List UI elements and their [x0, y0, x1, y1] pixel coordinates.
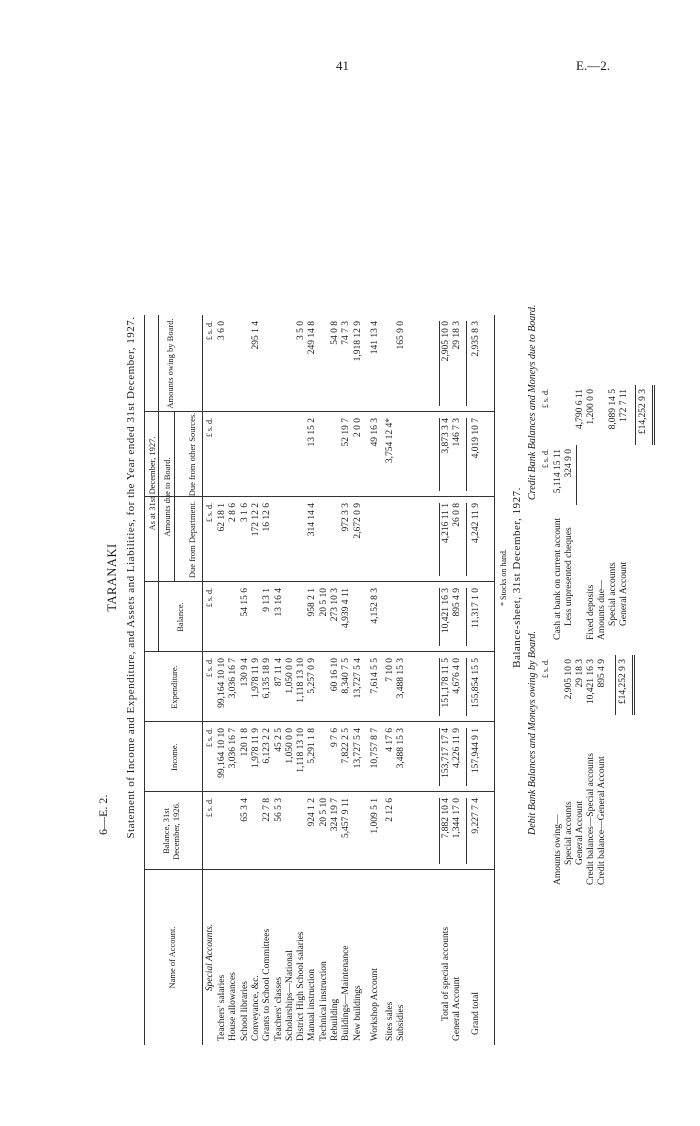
subtotal-rule	[439, 503, 440, 576]
table-row-bal: 65 3 4	[239, 798, 250, 822]
general-account-row-other: 146 7 3	[452, 418, 462, 447]
table-row-bal: 22 7 8	[262, 798, 273, 822]
total-rule	[466, 588, 467, 646]
table-row-dept: 972 3 3	[341, 503, 352, 532]
debit-line-amount: 2,905 10 0	[564, 659, 574, 700]
table-row-inc: 99,164 10 10	[217, 728, 227, 778]
general-account-row-exp: 4,676 4 0	[452, 658, 462, 694]
due-rule	[174, 412, 175, 582]
statement-title: Statement of Income and Expenditure, and Assets and Liabilities, for the Year ended 31st December, 1927.	[125, 316, 137, 839]
total-special-row-name: Total of special accounts	[441, 926, 451, 1021]
table-row-exp: 87 11 4	[273, 658, 284, 687]
table-row-name: Workshop Account	[369, 968, 380, 1041]
credit-line-label: Special accounts	[608, 562, 618, 626]
table-row-exp: 13,727 5 4	[352, 658, 363, 699]
credit-total-rule	[635, 385, 636, 445]
credit-line-label: Amounts due—	[597, 579, 607, 640]
rotated-document	[104, 110, 694, 1045]
debit-line-label: Credit balances—Special accounts	[586, 753, 596, 885]
table-row-inc: 1,978 11 9	[250, 728, 261, 769]
credit-total-double-rule	[652, 385, 655, 445]
table-row-owing: 1,918 12 9	[352, 321, 363, 362]
credit-line-amount: 5,114 15 11	[553, 449, 563, 494]
table-row-name: Conveyance, &c.	[250, 975, 261, 1041]
total-rule	[466, 503, 467, 576]
general-account-row-name: General Account	[452, 976, 462, 1041]
lsd-header: £ s. d.	[205, 503, 214, 523]
table-row-cbal: 9 13 1	[262, 588, 273, 612]
subtotal-rule	[439, 588, 440, 646]
table-row-name: Teachers' classes	[273, 976, 284, 1041]
header-due-other: Due from other Sources.	[187, 412, 197, 497]
total-rule	[466, 798, 467, 864]
table-row-dept: 3 1 6	[239, 503, 250, 522]
subtotal-rule	[439, 321, 440, 406]
table-row-other: 13 15 2	[307, 418, 318, 447]
table-row-bal: 324 19 7	[330, 798, 340, 832]
table-row-dept: 172 12 2	[250, 503, 261, 537]
total-special-row-other: 3,873 3 4	[441, 418, 451, 454]
table-row-exp: 1,978 11 9	[250, 658, 261, 699]
table-row-exp: 7 10 0	[384, 658, 395, 682]
header-expenditure: Expenditure.	[169, 665, 179, 709]
table-row-dept: 2,672 0 9	[352, 503, 363, 539]
table-row-inc: 13,727 5 4	[352, 728, 363, 769]
general-account-row-owing: 29 18 3	[452, 321, 462, 350]
credit-line-total: 1,200 0 0	[586, 389, 596, 425]
table-row-cbal: 13 16 4	[273, 588, 284, 617]
credit-line-label: General Account	[619, 561, 629, 626]
as-at-rule	[158, 315, 159, 652]
total-rule	[466, 418, 467, 491]
table-row-exp: 60 16 10	[330, 658, 340, 692]
general-account-row-cbal: 895 4 9	[452, 588, 462, 617]
total-special-row-dept: 4,216 11 1	[441, 503, 451, 544]
table-row-name: District High School salaries	[296, 931, 307, 1041]
table-row-owing: 74 7 3	[341, 321, 352, 345]
table-row-exp: 5,257 0 9	[307, 658, 318, 694]
table-row-owing: 249 14 8	[307, 321, 318, 355]
total-rule	[466, 321, 467, 406]
table-row-exp: 8,340 7 5	[341, 658, 352, 694]
table-row-inc: 3,488 15 3	[396, 728, 407, 769]
table-row-name: House allowances	[228, 972, 239, 1041]
credit-line-label: Less unpresented cheques	[564, 527, 574, 626]
page-reference: E.—2.	[576, 58, 610, 73]
debit-line-amount: 10,421 16 3	[586, 659, 596, 705]
table-row-inc: 1,118 13 10	[296, 728, 307, 773]
table-row-bal: 5,457 9 11	[341, 798, 352, 839]
credit-line-total: 172 7 11	[619, 389, 629, 422]
table-row-name: New buildings	[352, 985, 363, 1041]
table-row-name: Manual instruction	[307, 968, 318, 1041]
header-income: Income.	[169, 743, 179, 771]
region-heading: TARANAKI	[105, 543, 119, 612]
subtotal-rule	[439, 418, 440, 491]
total-special-row-bal: 7,882 10 4	[441, 798, 451, 839]
header-rule	[202, 315, 203, 1045]
header-balance-1927: Balance.	[175, 602, 185, 632]
table-row-other: 3,754 12 4*	[384, 418, 395, 464]
table-row-owing: 3 5 0	[296, 321, 307, 340]
lsd-header: £ s. d.	[205, 798, 214, 818]
table-row-exp: 130 9 4	[239, 658, 250, 687]
special-accounts-label: Special Accounts.	[205, 923, 215, 992]
total-rule	[466, 728, 467, 786]
grand-total-row-name: Grand total	[471, 991, 481, 1035]
debit-total: £14,252 9 3	[618, 659, 628, 705]
table-row-cbal: 958 2 1	[307, 588, 318, 617]
table-row-inc: 5,291 1 8	[307, 728, 318, 764]
header-as-at: As at 31st December, 1927.	[147, 436, 157, 531]
debit-line-label: Special accounts	[564, 801, 574, 865]
page-number: 41	[336, 58, 349, 73]
grand-total-row-owing: 2,935 8 3	[471, 321, 481, 357]
table-row-inc: 120 1 8	[239, 728, 250, 757]
table-row-inc: 45 2 5	[273, 728, 284, 752]
table-row-bal: 56 5 3	[273, 798, 284, 822]
signature-mark: 6—E. 2.	[96, 794, 110, 835]
table-row-name: Technical instruction	[318, 961, 329, 1041]
credit-line-label: Fixed deposits	[586, 584, 596, 640]
table-row-inc: 1,050 0 0	[284, 728, 295, 764]
total-rule	[466, 658, 467, 716]
credit-lsd-header-2: £ s. d.	[541, 389, 550, 409]
table-row-exp: 7,614 5 5	[369, 658, 380, 694]
grand-total-row-inc: 157,944 9 1	[471, 728, 481, 774]
credit-lsd-header-1: £ s. d.	[541, 449, 550, 469]
table-row-inc: 9 7 6	[330, 728, 340, 747]
debit-line-label: General Account	[575, 800, 585, 865]
header-name-of-account: Name of Account.	[167, 926, 177, 989]
debit-lsd-header: £ s. d.	[541, 659, 550, 679]
lsd-header: £ s. d.	[205, 728, 214, 748]
table-row-name: Scholarships—National	[284, 950, 295, 1041]
lsd-header: £ s. d.	[205, 418, 214, 438]
table-row-inc: 4 17 6	[384, 728, 395, 752]
header-due-department: Due from Department.	[187, 500, 197, 579]
table-row-inc: 6,123 2 2	[262, 728, 273, 764]
table-row-owing: 141 13 4	[369, 321, 380, 355]
table-row-name: Teachers' salaries	[217, 974, 227, 1041]
debit-title: Debit Bank Balances and Moneys owing by Board.	[527, 630, 538, 835]
balance-sheet-title: Balance-sheet, 31st December, 1927.	[511, 487, 523, 668]
debit-line-amount: 29 18 3	[575, 659, 585, 688]
debit-line-label: Amounts owing—	[553, 814, 563, 885]
table-row-exp: 1,118 13 10	[296, 658, 307, 703]
debit-line-amount: 895 4 9	[597, 659, 607, 688]
table-row-dept: 62 18 1	[217, 503, 227, 532]
table-row-name: Rebuilding	[330, 998, 340, 1041]
table-row-dept: 2 8 6	[228, 503, 239, 522]
table-row-cbal: 54 15 6	[239, 588, 250, 617]
table-row-inc: 7,822 2 5	[341, 728, 352, 764]
table-row-owing: 3 6 0	[217, 321, 227, 340]
table-row-bal: 1,009 5 1	[369, 798, 380, 834]
debit-line-label: Credit balance—General Account	[597, 756, 607, 885]
lsd-header: £ s. d.	[205, 658, 214, 678]
credit-sub-rule	[576, 445, 577, 505]
table-row-other: 2 0 0	[352, 418, 363, 437]
table-row-cbal: 273 10 3	[330, 588, 340, 622]
table-row-cbal: 4,939 4 11	[341, 588, 352, 629]
table-row-exp: 99,164 10 10	[217, 658, 227, 708]
header-amounts-due: Amounts due to Board.	[162, 457, 172, 537]
table-row-name: Buildings—Maintenance	[341, 945, 352, 1041]
general-account-row-inc: 4,226 11 9	[452, 728, 462, 769]
subtotal-rule	[439, 798, 440, 864]
general-account-row-bal: 1,344 17 0	[452, 798, 462, 839]
grand-total-row-cbal: 11,317 1 0	[471, 588, 481, 629]
credit-line-amount: 324 9 0	[564, 449, 574, 478]
table-row-exp: 3,488 15 3	[396, 658, 407, 699]
table-row-owing: 295 1 4	[250, 321, 261, 350]
table-row-cbal: 20 5 10	[318, 588, 329, 617]
table-row-bal: 2 12 6	[384, 798, 395, 822]
credit-line-total: 8,089 14 5	[608, 389, 618, 430]
table-row-name: Sites sales	[384, 1001, 395, 1041]
table-row-name: Grants to School Committees	[262, 928, 273, 1041]
total-special-row-cbal: 10,421 16 3	[441, 588, 451, 634]
credit-title: Credit Bank Balances and Moneys due to Board.	[527, 304, 538, 500]
footnote: * Stocks on hand.	[499, 549, 508, 606]
table-row-cbal: 4,152 8 3	[369, 588, 380, 624]
table-row-owing: 54 0 8	[330, 321, 340, 345]
lsd-header: £ s. d.	[205, 588, 214, 608]
general-account-row-dept: 26 0 8	[452, 503, 462, 527]
table-row-dept: 314 14 4	[307, 503, 318, 537]
grand-total-row-other: 4,019 10 7	[471, 418, 481, 459]
subtotal-rule	[439, 728, 440, 786]
table-row-bal: 924 1 2	[307, 798, 318, 827]
table-row-dept: 16 12 6	[262, 503, 273, 532]
table-row-exp: 1,050 0 0	[284, 658, 295, 694]
debit-total-double-rule	[632, 655, 635, 715]
grand-total-row-bal: 9,227 7 4	[471, 798, 481, 834]
table-row-other: 52 19 7	[341, 418, 352, 447]
table-bottom-rule	[494, 315, 495, 1045]
lsd-header: £ s. d.	[205, 321, 214, 341]
table-row-inc: 10,757 8 7	[369, 728, 380, 769]
header-balance-1926: Balance, 31st December, 1926.	[161, 802, 181, 860]
credit-line-total: 4,790 6 11	[575, 389, 585, 430]
table-row-bal: 20 5 10	[318, 798, 329, 827]
table-row-inc: 3,036 16 7	[228, 728, 239, 769]
grand-total-row-exp: 155,854 15 5	[471, 658, 481, 708]
credit-total: £14,252 9 3	[638, 389, 648, 435]
table-row-exp: 6,135 18 9	[262, 658, 273, 699]
credit-line-label: Cash at bank on current account	[553, 517, 563, 640]
debit-total-rule	[615, 655, 616, 715]
total-special-row-inc: 153,717 17 4	[441, 728, 451, 778]
table-row-owing: 165 9 0	[396, 321, 407, 350]
total-special-row-owing: 2,905 10 0	[441, 321, 451, 362]
subtotal-rule	[439, 658, 440, 716]
total-special-row-exp: 151,178 11 5	[441, 658, 451, 708]
table-row-exp: 3,036 16 7	[228, 658, 239, 699]
table-row-other: 49 16 3	[369, 418, 380, 447]
table-row-name: Subsidies	[396, 1004, 407, 1041]
table-row-name: School libraries	[239, 981, 250, 1041]
grand-total-row-dept: 4,242 11 9	[471, 503, 481, 544]
table-top-rule	[144, 315, 145, 1045]
header-amounts-owing: Amounts owing by Board.	[165, 318, 175, 409]
